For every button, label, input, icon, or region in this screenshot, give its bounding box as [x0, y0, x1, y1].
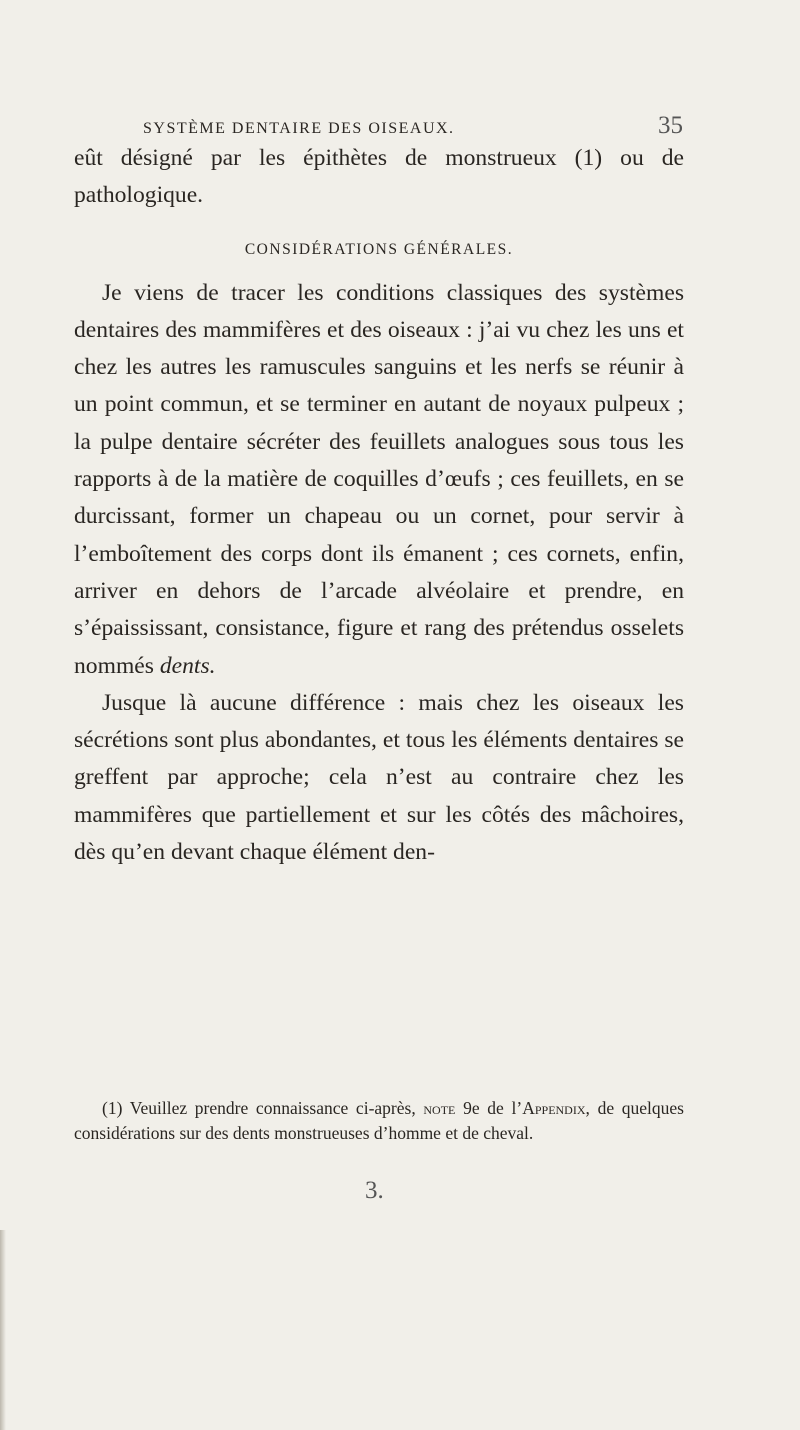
paragraph-2: Jusque là aucune différence : mais chez les oiseaux les sécrétions sont plus abondantes, et tous les éléments dentaires se greffent par approche; cela n’est au contraire chez les mammifères que partiellement et sur les côtés des mâchoires, dès qu’en devant chaque élément den-	[74, 689, 684, 866]
footnote-text-2: de l’	[487, 1098, 523, 1118]
running-title: SYSTÈME DENTAIRE DES OISEAUX.	[143, 120, 455, 137]
footnote-text-1: (1) Veuillez prendre connaissance ci-après,	[102, 1098, 416, 1118]
footnote-appendix-label: Appendix	[522, 1098, 586, 1118]
footnote	[74, 1096, 684, 1146]
paragraph-1	[74, 275, 684, 685]
section-title: CONSIDÉRATIONS GÉNÉRALES.	[244, 240, 514, 258]
footnote-note-label: note	[423, 1098, 456, 1118]
main-text	[74, 140, 684, 871]
paragraph-1-text: Je viens de tracer les conditions classiques des systèmes dentaires des mammifères et des oiseaux : j’ai vu chez les uns et chez les autres les ramuscules sanguins et les nerfs se réunir à un point commun, et se terminer en autant de noyaux pulpeux ; la pulpe dentaire sécréter des feuillets analogues sous tous les rapports à de la matière de coquilles d’œufs ; ces feuillets, en se durcissant, former un chapeau ou un cornet, pour servir à l’emboîtement des corps dont ils émanent ; ces cornets, enfin, arriver en dehors de l’arcade alvéolaire et prendre, en s’épaississant, consistance, figure et rang des prétendus osselets nommés	[74, 279, 684, 679]
footnote-text-3: , de quelques considérations sur des dents monstrueuses d’homme et de cheval.	[74, 1098, 684, 1143]
running-header	[143, 112, 683, 139]
opening-paragraph: eût désigné par les épithètes de monstrueux (1) ou de pathologique.	[74, 145, 684, 209]
footnote-note-ref: 9e	[463, 1098, 480, 1118]
paragraph-1-italic: dents.	[159, 652, 216, 679]
page-number: 35	[658, 112, 683, 139]
page-edge-shadow	[0, 1230, 6, 1430]
signature-mark: 3.	[365, 1177, 384, 1204]
